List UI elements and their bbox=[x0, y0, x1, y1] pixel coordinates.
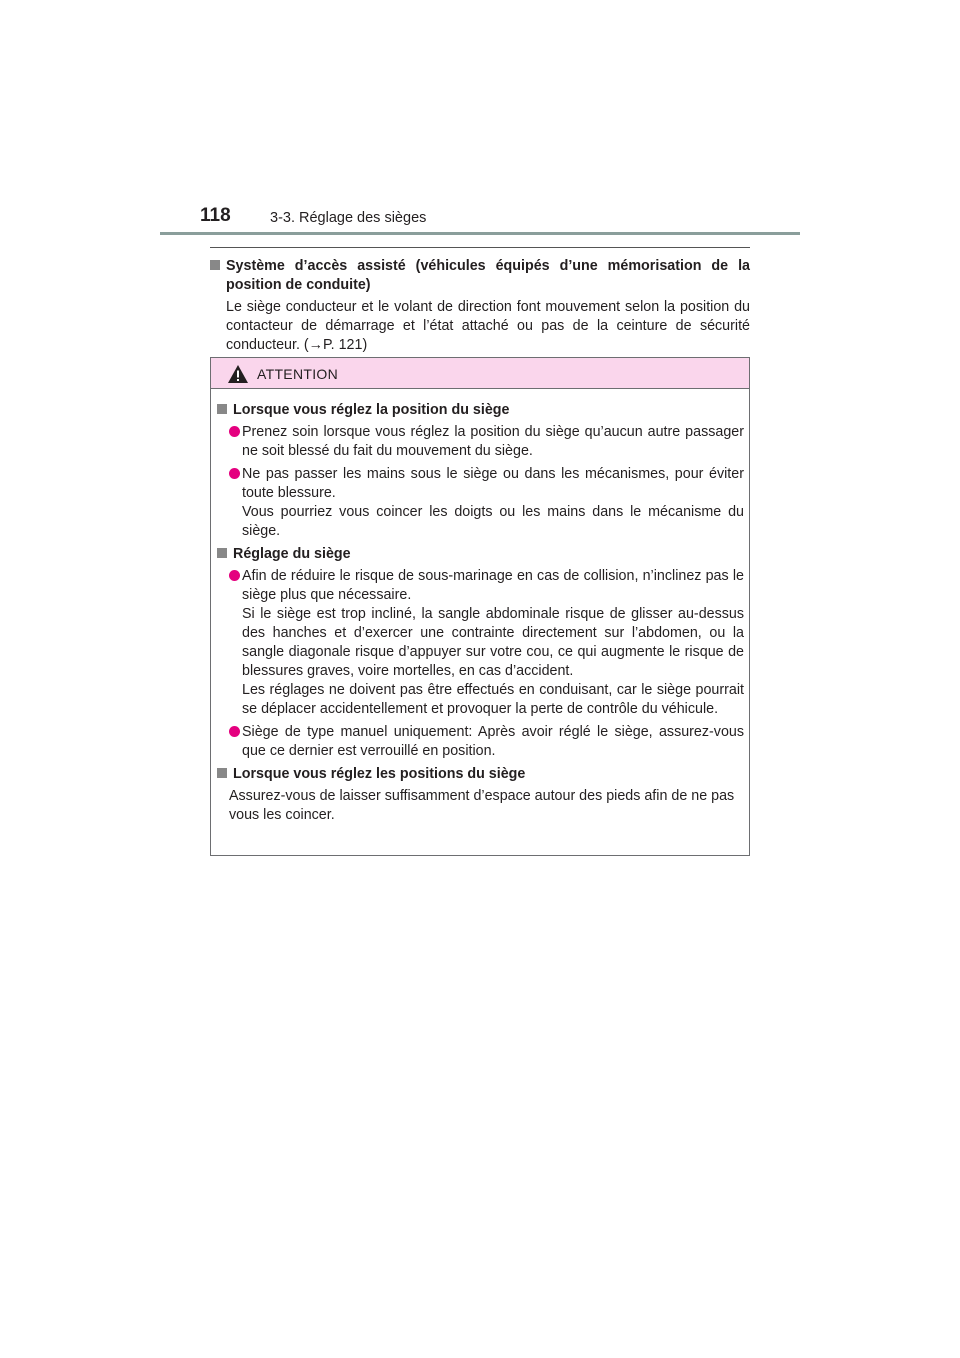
bullet-icon bbox=[229, 426, 240, 437]
warning-item bbox=[229, 567, 744, 719]
header-rule bbox=[160, 232, 800, 235]
warning-paragraph: Prenez soin lorsque vous réglez la position du siège qu’aucun autre passager ne soit blessé du fait du mouvement du siège. bbox=[242, 424, 744, 459]
warning-plain-text bbox=[229, 787, 739, 825]
warning-subheading: Lorsque vous réglez les positions du siège bbox=[211, 765, 749, 784]
bullet-icon bbox=[229, 726, 240, 737]
bullet-icon bbox=[229, 468, 240, 479]
warning-item bbox=[229, 723, 744, 761]
warning-subheading: Lorsque vous réglez la position du siège bbox=[211, 401, 749, 420]
warning-label: ATTENTION bbox=[257, 366, 338, 382]
warning-paragraph: Siège de type manuel uniquement: Après avoir réglé le siège, assurez-vous que ce dernier est verrouillé en position. bbox=[242, 724, 744, 759]
warning-content bbox=[211, 401, 749, 825]
warning-item bbox=[229, 423, 744, 461]
warning-item bbox=[229, 465, 744, 541]
page-number: 118 bbox=[200, 205, 231, 226]
square-marker-icon bbox=[217, 768, 227, 778]
square-marker-icon bbox=[217, 404, 227, 414]
square-marker-icon bbox=[210, 260, 220, 270]
warning-paragraph: Vous pourriez vous coincer les doigts ou les mains dans le mécanisme du siège. bbox=[242, 504, 744, 539]
section-title: 3-3. Réglage des sièges bbox=[270, 210, 427, 226]
warning-paragraph: Les réglages ne doivent pas être effectués en conduisant, car le siège pourrait se déplacer accidentellement et provoquer la perte de contrôle du véhicule. bbox=[242, 682, 744, 717]
square-marker-icon bbox=[217, 548, 227, 558]
intro-heading-text: Système d’accès assisté (véhicules équipés d’une mémorisation de la position de conduite) bbox=[226, 258, 750, 293]
warning-subheading: Réglage du siège bbox=[211, 545, 749, 564]
warning-triangle-icon bbox=[227, 364, 249, 384]
intro-body: Le siège conducteur et le volant de direction font mouvement selon la position du contacteur de démarrage et l’état attaché ou pas de la ceinture de sécurité conducteur. (→P. 121) bbox=[226, 299, 750, 353]
intro-heading bbox=[210, 257, 750, 295]
warning-paragraph: Afin de réduire le risque de sous-marinage en cas de collision, n’inclinez pas le siège plus que nécessaire. bbox=[242, 568, 744, 603]
warning-paragraph: Assurez-vous de laisser suffisamment d’espace autour des pieds afin de ne pas vous les coincer. bbox=[229, 788, 735, 823]
warning-paragraph: Si le siège est trop incliné, la sangle abdominale risque de glisser au-dessus des hanches et d’exercer une contrainte directement sur l’abdomen, ou la sangle diagonale risque d’appuyer sur votre cou, ce qui augmente le risque de blessures graves, voire mortelles, en cas d’accident. bbox=[242, 606, 744, 679]
section-divider bbox=[210, 247, 750, 248]
bullet-icon bbox=[229, 570, 240, 581]
warning-header bbox=[211, 358, 749, 389]
warning-box bbox=[210, 357, 750, 856]
warning-paragraph: Ne pas passer les mains sous le siège ou dans les mécanismes, pour éviter toute blessure. bbox=[242, 466, 744, 501]
intro-section bbox=[210, 257, 750, 355]
